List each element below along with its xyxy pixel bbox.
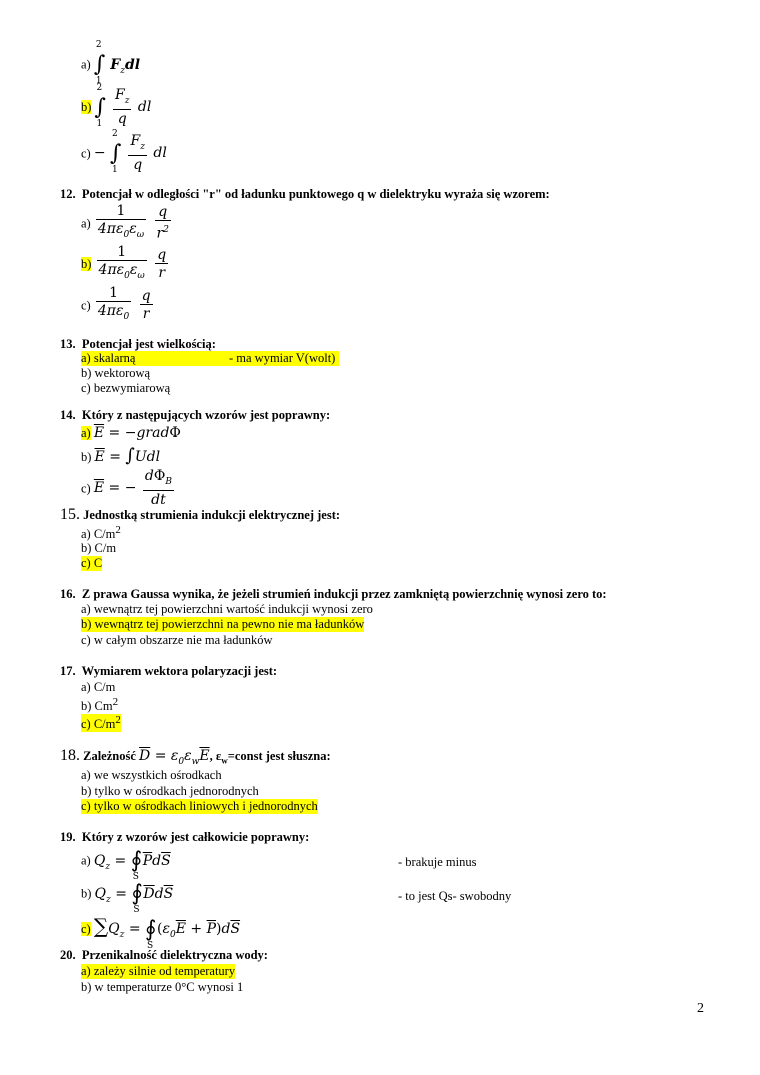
q14-option-c: [81, 468, 176, 509]
question-number: 13.: [60, 337, 76, 351]
q16-heading: [60, 587, 607, 602]
question-number: 18.: [60, 747, 80, 764]
option-label-correct: b): [81, 257, 92, 272]
option-label: c): [81, 298, 91, 313]
option-label: c): [81, 146, 91, 161]
q15-option-c: c) C: [81, 556, 103, 570]
question-number: 12.: [60, 187, 76, 201]
q14-formula-b: $\overline{E} = \int Udl$: [94, 445, 161, 466]
option-text: b) Cm: [81, 699, 113, 713]
page-number: 2: [697, 1001, 704, 1016]
question-number: 20.: [60, 948, 76, 962]
q11-formula-c: − ∫ 2 1 $\frac{F_z}{q}$ dl: [93, 128, 167, 175]
q11-formula-a: ∫ 2 1 $F_zdl$: [93, 40, 141, 86]
q17-option-a: a) C/m: [81, 680, 116, 694]
q19-note-a: - brakuje minus: [398, 855, 477, 869]
question-number: 17.: [60, 664, 76, 678]
q11-option-a: [81, 40, 141, 86]
q19-formula-c: $\sum Q_z$ = ∮ S $(\varepsilon_0\overline{E} + \overline{P})d\overline{S}$: [93, 914, 241, 951]
q19-formula-b: $Q_z$ = ∮ S $\overline{D}d\overline{S}$: [94, 881, 174, 915]
q19-option-a: [81, 848, 171, 882]
q17-option-b: [81, 696, 118, 714]
question-text: Zależność: [83, 749, 136, 763]
q18-option-b: b) tylko w ośrodkach jednorodnych: [81, 784, 259, 798]
option-label: a): [81, 853, 91, 868]
q19-formula-a: $Q_z$ = ∮ S $\overline{P}d\overline{S}$: [93, 848, 171, 882]
q11-option-b: [81, 82, 152, 129]
q11-formula-b: ∫ 2 1 $\frac{F_z}{q}$ dl: [94, 82, 152, 129]
q12-formula-a: $\frac{1}{4\pi\varepsilon_0\varepsilon_\omega}$ $\frac{q}{r^2}$: [97, 203, 169, 242]
q14-formula-c: $\overline{E}$ = − $\frac{d\Phi_B}{dt}$: [93, 468, 172, 508]
option-text: a) C/m: [81, 527, 116, 541]
option-label: a): [81, 216, 91, 231]
q20-option-b: b) w temperaturze 0°C wynosi 1: [81, 980, 244, 994]
question-number: 19.: [60, 830, 76, 844]
q12-option-a: [81, 203, 173, 244]
q15-option-b: b) C/m: [81, 541, 117, 555]
q14-formula-a: $\overline{E}$ = −gradΦ: [93, 425, 181, 441]
answer-note: - ma wymiar V(wolt): [229, 351, 336, 365]
superscript: 2: [115, 714, 121, 726]
q17-option-c: [81, 714, 121, 732]
question-text: Potencjał w odległości "r" od ładunku punktowego q w dielektryku wyraża się wzorem:: [81, 187, 550, 201]
q18-option-c: c) tylko w ośrodkach liniowych i jednorodnych: [81, 799, 318, 813]
option-text: c) C/m: [81, 717, 116, 731]
q15-heading: [60, 506, 340, 524]
question-text: Potencjał jest wielkością:: [81, 337, 216, 351]
question-text: Jednostką strumienia indukcji elektrycznej jest:: [83, 508, 341, 522]
superscript: 2: [112, 696, 119, 708]
q19-heading: [60, 830, 309, 845]
q19-option-b: [81, 881, 174, 915]
q13-option-b: b) wektorową: [81, 366, 151, 380]
q12-option-b: [81, 244, 170, 285]
superscript: 2: [115, 524, 121, 536]
option-label-correct: b): [81, 100, 92, 115]
comma: ,: [209, 749, 213, 763]
option-label: c): [81, 481, 91, 496]
q13-heading: [60, 337, 216, 352]
option-label: b): [81, 886, 92, 901]
question-text-end: =const jest słuszna:: [227, 749, 331, 763]
q17-heading: [60, 664, 277, 679]
question-number: 15.: [60, 506, 80, 523]
option-label-correct: c): [81, 922, 91, 936]
question-text: Z prawa Gaussa wynika, że jeżeli strumień indukcji przez zamkniętą powierzchnię wynosi zero to:: [81, 587, 607, 601]
question-text: Przenikalność dielektryczna wody:: [81, 948, 268, 962]
q12-option-c: [81, 285, 155, 326]
q12-formula-b: $\frac{1}{4\pi\varepsilon_0\varepsilon_\omega}$ $\frac{q}{r}$: [98, 244, 167, 281]
q13-option-a: [81, 351, 339, 366]
q12-heading: [60, 187, 550, 202]
q20-heading: [60, 948, 268, 963]
question-number: 16.: [60, 587, 76, 601]
q16-option-c: c) w całym obszarze nie ma ładunków: [81, 633, 273, 647]
q20-option-a: a) zależy silnie od temperatury: [81, 964, 236, 978]
option-label: b): [81, 450, 92, 464]
q11-option-c: [81, 128, 167, 175]
q18-option-a: a) we wszystkich ośrodkach: [81, 768, 222, 782]
epsilon-symbol: ε: [215, 749, 222, 763]
q19-note-b: - to jest Qs- swobodny: [398, 889, 512, 903]
q19-option-c: [81, 914, 241, 951]
q14-option-a: [81, 425, 181, 441]
option-label: a): [81, 57, 91, 72]
q16-option-a: a) wewnątrz tej powierzchni wartość indukcji wynosi zero: [81, 602, 373, 616]
question-number: 14.: [60, 408, 76, 422]
option-label-correct: a): [81, 426, 91, 440]
question-text: Wymiarem wektora polaryzacji jest:: [81, 664, 278, 678]
q14-option-b: [81, 445, 160, 466]
q18-heading: [60, 747, 331, 767]
q13-option-c: c) bezwymiarową: [81, 381, 171, 395]
q14-heading: [60, 408, 330, 423]
epsilon-subscript: w: [221, 755, 228, 766]
q16-option-b: b) wewnątrz tej powierzchni na pewno nie ma ładunków: [81, 617, 365, 631]
question-text: Który z wzorów jest całkowicie poprawny:: [81, 830, 310, 844]
question-text: Który z następujących wzorów jest poprawny:: [81, 408, 331, 422]
q12-formula-c: $\frac{1}{4\pi\varepsilon_0}$ $\frac{q}{r}$: [97, 285, 151, 322]
q15-option-a: [81, 524, 121, 542]
q18-formula: $\overline{D} = \varepsilon_0\varepsilon_w\overline{E}$: [139, 748, 210, 767]
option-text: a) skalarną: [81, 351, 136, 365]
